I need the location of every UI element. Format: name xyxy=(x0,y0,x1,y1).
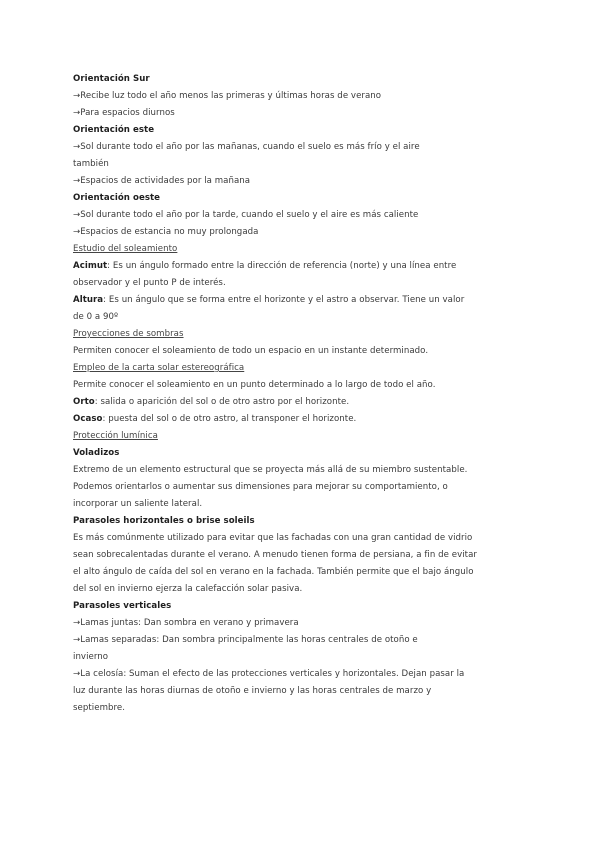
term-ocaso: Ocaso xyxy=(73,414,103,424)
text-line: septiembre. xyxy=(73,703,126,713)
text-line: Extremo de un elemento estructural que se proyecta más allá de su miembro sustentable. xyxy=(73,465,468,475)
heading-proteccion-luminica: Protección lumínica xyxy=(73,431,158,441)
text-line: Permite conocer el soleamiento en un punto determinado a lo largo de todo el año. xyxy=(73,380,436,390)
definition-acimut xyxy=(73,258,533,275)
text-line: →Espacios de estancia no muy prolongada xyxy=(73,227,259,237)
heading-orientacion-oeste: Orientación oeste xyxy=(73,193,161,203)
text-line: Podemos orientarlos o aumentar sus dimensiones para mejorar su comportamiento, o xyxy=(73,482,448,492)
text-line: incorporar un saliente lateral. xyxy=(73,499,203,509)
text-line: →La celosía: Suman el efecto de las protecciones verticales y horizontales. Dejan pasar la xyxy=(73,669,465,679)
text-line: →Sol durante todo el año por la tarde, cuando el suelo y el aire es más caliente xyxy=(73,210,419,220)
heading-parasoles-horizontales: Parasoles horizontales o brise soleils xyxy=(73,516,255,526)
text-line: →Espacios de actividades por la mañana xyxy=(73,176,251,186)
heading-parasoles-verticales: Parasoles verticales xyxy=(73,601,172,611)
heading-orientacion-sur: Orientación Sur xyxy=(73,74,150,84)
definition-text: : Es un ángulo formado entre la dirección de referencia (norte) y una línea entre xyxy=(107,261,457,271)
definition-text: : salida o aparición del sol o de otro astro por el horizonte. xyxy=(94,397,350,407)
document-body xyxy=(73,71,533,717)
definition-ocaso xyxy=(73,411,533,428)
text-line: →Para espacios diurnos xyxy=(73,108,175,118)
heading-orientacion-este: Orientación este xyxy=(73,125,155,135)
heading-carta-solar: Empleo de la carta solar estereográfica xyxy=(73,363,245,373)
heading-voladizos: Voladizos xyxy=(73,448,120,458)
text-line: observador y el punto P de interés. xyxy=(73,278,226,288)
text-line: el alto ángulo de caída del sol en verano en la fachada. También permite que el bajo ángulo xyxy=(73,567,474,577)
term-altura: Altura xyxy=(73,295,104,305)
text-line: →Sol durante todo el año por las mañanas, cuando el suelo es más frío y el aire xyxy=(73,142,420,152)
text-line: de 0 a 90º xyxy=(73,312,119,322)
text-line: Es más comúnmente utilizado para evitar que las fachadas con una gran cantidad de vidrio xyxy=(73,533,473,543)
definition-altura xyxy=(73,292,533,309)
text-line: sean sobrecalentadas durante el verano. A menudo tienen forma de persiana, a fin de evitar xyxy=(73,550,477,560)
text-line: del sol en invierno ejerza la calefacción solar pasiva. xyxy=(73,584,303,594)
text-line: →Recibe luz todo el año menos las primeras y últimas horas de verano xyxy=(73,91,382,101)
text-line: luz durante las horas diurnas de otoño e invierno y las horas centrales de marzo y xyxy=(73,686,432,696)
text-line: invierno xyxy=(73,652,109,662)
definition-text: : puesta del sol o de otro astro, al transponer el horizonte. xyxy=(102,414,357,424)
heading-estudio-soleamiento: Estudio del soleamiento xyxy=(73,244,178,254)
term-orto: Orto xyxy=(73,397,95,407)
text-line: Permiten conocer el soleamiento de todo un espacio en un instante determinado. xyxy=(73,346,429,356)
text-line: →Lamas juntas: Dan sombra en verano y primavera xyxy=(73,618,299,628)
text-line: también xyxy=(73,159,109,169)
term-acimut: Acimut xyxy=(73,261,108,271)
definition-orto xyxy=(73,394,533,411)
heading-proyecciones-sombras: Proyecciones de sombras xyxy=(73,329,184,339)
text-line: →Lamas separadas: Dan sombra principalmente las horas centrales de otoño e xyxy=(73,635,418,645)
definition-text: : Es un ángulo que se forma entre el horizonte y el astro a observar. Tiene un valor xyxy=(103,295,465,305)
